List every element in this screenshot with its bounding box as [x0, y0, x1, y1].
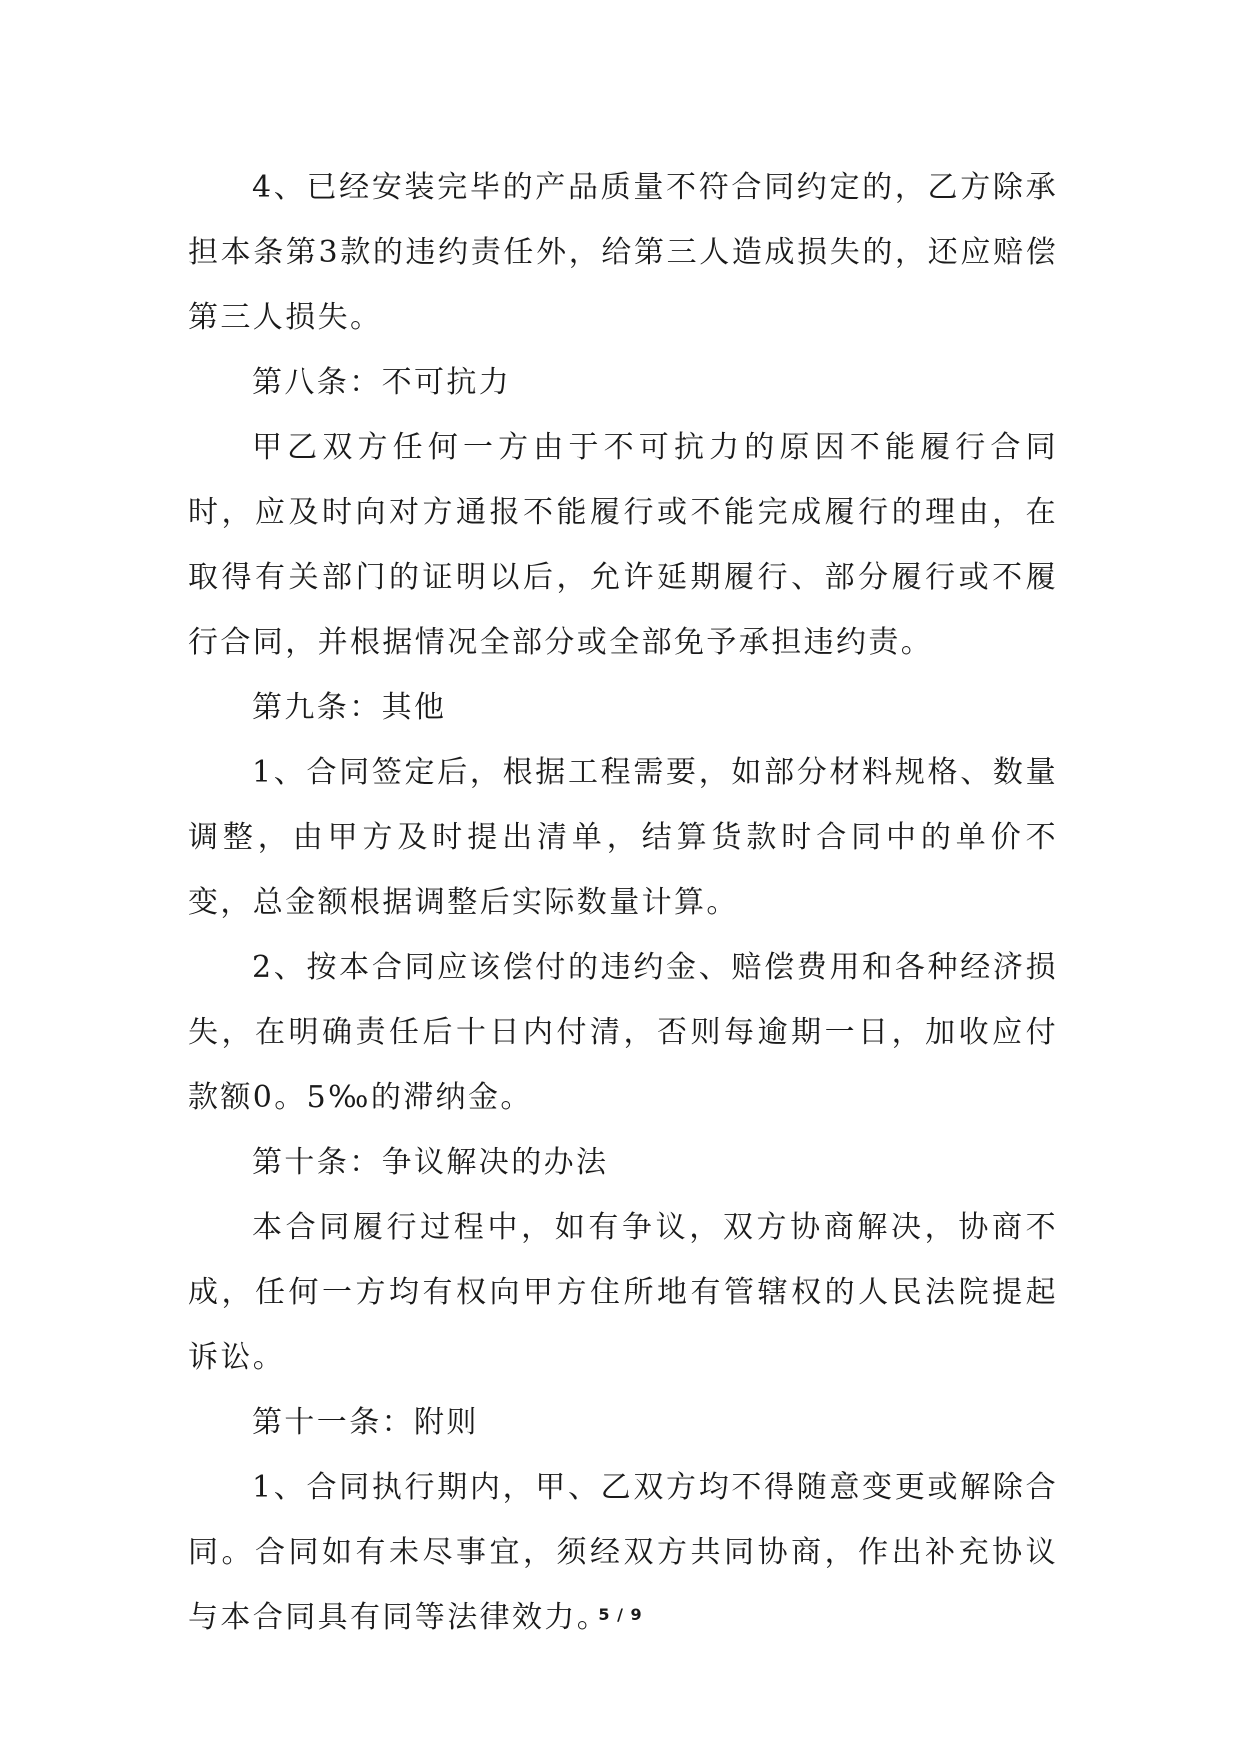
article-11-item-1: 1、合同执行期内，甲、乙双方均不得随意变更或解除合同。合同如有未尽事宜，须经双方共同协商，作出补充协议与本合同具有同等法律效力。: [188, 1470, 1058, 1635]
article-10-text: 本合同履行过程中，如有争议，双方协商解决，协商不成，任何一方均有权向甲方住所地有管辖权的人民法院提起诉讼。: [188, 1210, 1058, 1375]
article-10-heading: 第十条：争议解决的办法: [252, 1145, 609, 1180]
article-11-heading: 第十一条：附则: [252, 1405, 479, 1440]
article-9-item-1: 1、合同签定后，根据工程需要，如部分材料规格、数量调整，由甲方及时提出清单，结算货款时合同中的单价不变，总金额根据调整后实际数量计算。: [188, 755, 1058, 920]
article-8-heading: 第八条：不可抗力: [252, 365, 512, 400]
article-9-heading: 第九条：其他: [252, 690, 447, 725]
page-number: 5 / 9: [598, 1605, 643, 1624]
document-body: [188, 155, 1058, 1650]
clause-7-item-4: 4、已经安装完毕的产品质量不符合同约定的，乙方除承担本条第3款的违约责任外，给第三人造成损失的，还应赔偿第三人损失。: [188, 170, 1058, 335]
article-9-item-2: 2、按本合同应该偿付的违约金、赔偿费用和各种经济损失，在明确责任后十日内付清，否则每逾期一日，加收应付款额0。5‰的滞纳金。: [188, 950, 1058, 1115]
article-8-text: 甲乙双方任何一方由于不可抗力的原因不能履行合同时，应及时向对方通报不能履行或不能完成履行的理由，在取得有关部门的证明以后，允许延期履行、部分履行或不履行合同，并根据情况全部分或全部免予承担违约责。: [188, 430, 1058, 660]
